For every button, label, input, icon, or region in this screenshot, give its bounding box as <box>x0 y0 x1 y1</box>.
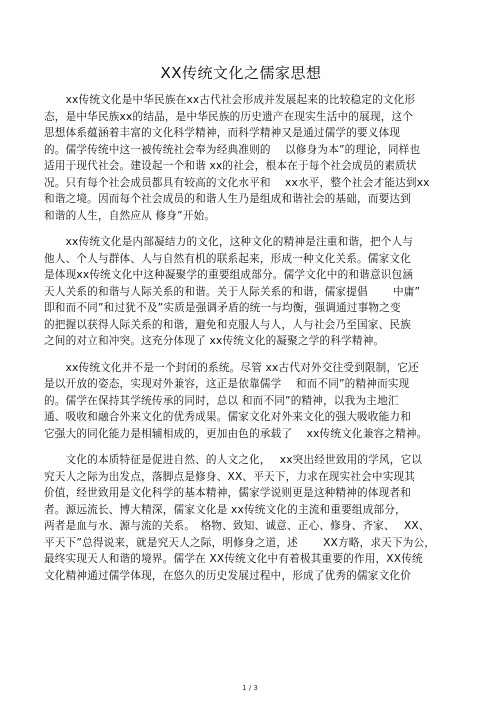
paragraph <box>44 92 438 224</box>
text-line: 文化的本质特征是促进自然、的人文之化， xx突出经世致用的学风，它以 <box>44 454 423 466</box>
text-line: 通、吸收和融合外来文化的优秀成果。儒家文化对外来文化的强大吸收能力和 <box>44 411 411 423</box>
text-line: 究天人之际为出发点，落脚点是修身、XX、平天下，力求在现实社会中实现其 <box>44 470 416 483</box>
text-line: xx传统文化并不是一个封闭的系统。尽管 xx古代对外交往受到限制，它还 <box>44 361 419 374</box>
page-number: 1 / 3 <box>242 684 258 692</box>
text-line: 者。源远流长、博大精深，儒家文化是 xx传统文化的主流和重要组成部分， <box>44 503 406 516</box>
text-line: 两者是血与水、源与流的关系。 格物、致知、诚意、正心、修身、齐家、 XX、 <box>44 520 430 532</box>
document-title: XX传统文化之儒家思想 <box>160 64 322 82</box>
text-line: 它强大的同化能力是相辅相成的，更加由色的承载了 xx传统文化兼容之精神。 <box>44 427 428 440</box>
paragraph <box>44 452 438 584</box>
text-line: 是以开放的姿态，实现对外兼容，这正是依靠儒学 和而不同”的精神而实现 <box>44 378 410 390</box>
text-line: 天人关系的和谐与人际关系的和谐。关于人际关系的和谐，儒家提倡 中庸” <box>44 285 421 298</box>
text-line: 平天下”总得说来，就是究天人之际，明修身之道，述 XX方略，求天下为公， <box>44 536 436 549</box>
text-line: 即和而不同”和过犹不及”实质是强调矛盾的统一与均衡，强调通过事物之变 <box>44 302 401 314</box>
text-line: 态，是中华民族xx的结晶，是中华民族的历史遗产在现实生活中的展现，这个 <box>44 110 414 123</box>
text-line: 他人、个人与群体、人与自然有机的联系起来，形成一种文化关系。儒家文化 <box>44 252 411 265</box>
paragraph <box>44 234 438 350</box>
text-line: 思想体系蕴涵着丰富的文化科学精神，而科学精神又是通过儒学的要义体现 <box>44 127 401 139</box>
text-line: 的。儒学传统中这一被传统社会奉为经典准则的 以修身为本”的理论，同样也 <box>44 143 421 156</box>
text-line: xx传统文化是中华民族在xx古代社会形成并发展起来的比较稳定的文化形 <box>44 94 416 106</box>
text-line: 适用于现代社会。建设起一个和谐 xx的社会，根本在于每个社会成员的素质状 <box>44 160 417 172</box>
text-line: xx传统文化是内部凝结力的文化，这种文化的精神是注重和谐，把个人与 <box>44 236 414 248</box>
text-line: 的把握以获得人际关系的和谐，避免和克服人与人，人与社会乃至国家、民族 <box>44 318 411 331</box>
document-body <box>44 92 438 584</box>
text-line: 文化精神通过儒学体现，在悠久的历史发展过程中，形成了优秀的儒家文化价 <box>44 569 411 582</box>
text-line: 之间的对立和冲突。这充分体现了 xx传统文化的凝聚之学的科学精神。 <box>44 335 385 347</box>
text-line: 和谐的人生，自然应从 修身”开始。 <box>44 209 216 222</box>
text-line: 和谐之境。因而每个社会成员的和谐人生乃是组成和谐社会的基础，而要达到 <box>44 193 411 205</box>
text-line: 最终实现天人和谐的境界。儒学在 XX传统文化中有着极其重要的作用，XX传统 <box>44 553 423 565</box>
text-line: 是体现xx传统文化中这种凝聚学的重要组成部分。儒学文化中的和谐意识包涵 <box>44 269 414 281</box>
paragraph <box>44 360 438 443</box>
text-line: 价值，经世致用是文化科学的基本精神，儒家学说则更是这种精神的体现者和 <box>44 487 411 499</box>
text-line: 的。儒学在保持其学统传承的同时，总以 和而不同”的精神，以我为主地汇 <box>44 394 399 407</box>
text-line: 况。只有每个社会成员都具有较高的文化水平和 xx水平，整个社会才能达到xx <box>44 176 430 189</box>
